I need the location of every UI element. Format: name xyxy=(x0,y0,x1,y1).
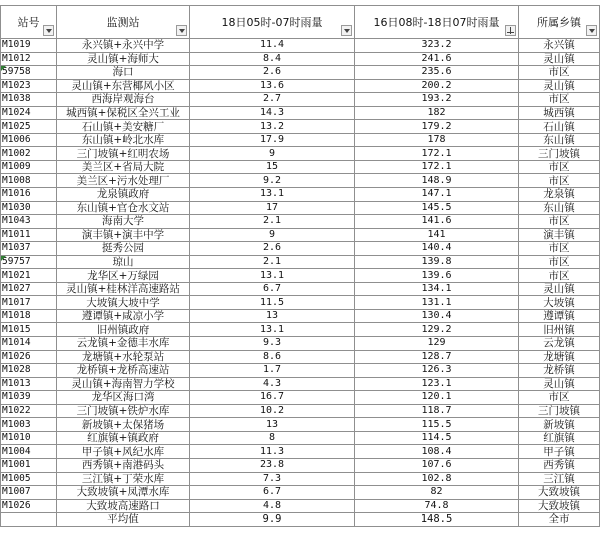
town-cell[interactable]: 市区 xyxy=(519,160,600,174)
station-name-cell[interactable]: 海南大学 xyxy=(57,215,190,229)
station-id-cell[interactable]: M1024 xyxy=(1,106,57,120)
station-id-cell[interactable]: M1028 xyxy=(1,364,57,378)
station-name-cell[interactable]: 石山镇+美安糖厂 xyxy=(57,120,190,134)
rain-0507-cell[interactable]: 8.6 xyxy=(190,350,355,364)
column-header-label: 16日08时-18日07时雨量 xyxy=(373,16,500,29)
text-number-warning-icon xyxy=(1,256,6,261)
table-row xyxy=(1,79,600,93)
town-cell[interactable]: 龙塘镇 xyxy=(519,350,600,364)
town-cell[interactable]: 灵山镇 xyxy=(519,282,600,296)
rain-cumulative-cell[interactable]: 74.8 xyxy=(355,499,519,513)
station-id-cell[interactable]: M1021 xyxy=(1,269,57,283)
station-name-cell[interactable]: 灵山镇+海师大 xyxy=(57,52,190,66)
town-cell[interactable]: 灵山镇 xyxy=(519,52,600,66)
town-cell[interactable]: 云龙镇 xyxy=(519,337,600,351)
rain-cumulative-cell[interactable]: 145.5 xyxy=(355,201,519,215)
rain-0507-cell[interactable]: 16.7 xyxy=(190,391,355,405)
town-cell[interactable]: 大致坡镇 xyxy=(519,486,600,500)
rain-cumulative-cell[interactable]: 118.7 xyxy=(355,404,519,418)
table-row xyxy=(1,418,600,432)
station-id-cell[interactable]: 59758 xyxy=(1,66,57,80)
rain-cumulative-cell[interactable]: 108.4 xyxy=(355,445,519,459)
rain-0507-cell[interactable]: 13 xyxy=(190,418,355,432)
table-body xyxy=(1,39,600,527)
station-name-cell[interactable]: 海口 xyxy=(57,66,190,80)
rain-0507-cell[interactable]: 1.7 xyxy=(190,364,355,378)
rain-0507-cell[interactable]: 11.3 xyxy=(190,445,355,459)
rain-0507-cell[interactable]: 11.4 xyxy=(190,39,355,53)
rain-0507-cell[interactable]: 6.7 xyxy=(190,282,355,296)
table-row xyxy=(1,445,600,459)
station-id-cell[interactable]: M1023 xyxy=(1,79,57,93)
station-name-cell[interactable]: 龙塘镇+水轮泵站 xyxy=(57,350,190,364)
filter-dropdown-icon[interactable] xyxy=(586,25,597,36)
town-cell[interactable]: 东山镇 xyxy=(519,201,600,215)
rain-0507-cell[interactable]: 13.1 xyxy=(190,269,355,283)
rain-cumulative-cell[interactable]: 172.1 xyxy=(355,147,519,161)
town-cell[interactable]: 三门坡镇 xyxy=(519,147,600,161)
station-name-cell[interactable]: 美兰区+省局大院 xyxy=(57,160,190,174)
rain-cumulative-cell[interactable]: 82 xyxy=(355,486,519,500)
station-name-cell[interactable]: 甲子镇+风纪水库 xyxy=(57,445,190,459)
rain-0507-cell[interactable]: 2.6 xyxy=(190,242,355,256)
rain-cumulative-cell[interactable]: 235.6 xyxy=(355,66,519,80)
table-row xyxy=(1,404,600,418)
town-cell[interactable]: 市区 xyxy=(519,269,600,283)
rain-cumulative-cell[interactable]: 147.1 xyxy=(355,188,519,202)
rain-0507-cell[interactable]: 6.7 xyxy=(190,486,355,500)
header-row xyxy=(1,6,600,39)
station-name-cell[interactable]: 三门坡镇+红明农场 xyxy=(57,147,190,161)
station-id-cell[interactable]: M1039 xyxy=(1,391,57,405)
column-header-rain-0507[interactable] xyxy=(190,6,355,39)
table-row xyxy=(1,364,600,378)
table-row xyxy=(1,106,600,120)
station-id-cell[interactable]: M1013 xyxy=(1,377,57,391)
table-row xyxy=(1,431,600,445)
column-header-rain-cumulative[interactable] xyxy=(355,6,519,39)
rain-cumulative-cell[interactable]: 114.5 xyxy=(355,431,519,445)
rain-0507-cell[interactable]: 23.8 xyxy=(190,458,355,472)
station-id-cell[interactable]: M1015 xyxy=(1,323,57,337)
station-name-cell[interactable]: 琼山 xyxy=(57,255,190,269)
table-row xyxy=(1,147,600,161)
station-id-cell[interactable]: 59757 xyxy=(1,255,57,269)
station-id-cell[interactable]: M1014 xyxy=(1,337,57,351)
rain-cumulative-cell[interactable]: 134.1 xyxy=(355,282,519,296)
rain-cumulative-cell[interactable]: 323.2 xyxy=(355,39,519,53)
rain-0507-cell[interactable]: 2.1 xyxy=(190,255,355,269)
rain-cumulative-cell[interactable]: 126.3 xyxy=(355,364,519,378)
column-header-label: 18日05时-07时雨量 xyxy=(221,16,323,29)
table-row xyxy=(1,242,600,256)
rain-0507-cell[interactable]: 10.2 xyxy=(190,404,355,418)
station-name-cell[interactable]: 新坡镇+太保猪场 xyxy=(57,418,190,432)
rain-cumulative-cell[interactable]: 193.2 xyxy=(355,93,519,107)
average-town-cell[interactable]: 全市 xyxy=(519,513,600,527)
station-name-cell[interactable]: 龙桥镇+龙桥高速站 xyxy=(57,364,190,378)
table-row xyxy=(1,269,600,283)
station-name-cell[interactable]: 西海岸观海台 xyxy=(57,93,190,107)
station-id-cell[interactable]: M1027 xyxy=(1,282,57,296)
station-id-cell[interactable]: M1002 xyxy=(1,147,57,161)
table-row xyxy=(1,201,600,215)
rain-cumulative-cell[interactable]: 107.6 xyxy=(355,458,519,472)
station-id-cell[interactable]: M1009 xyxy=(1,160,57,174)
station-name-cell[interactable]: 灵山镇+海南智力学校 xyxy=(57,377,190,391)
rain-0507-cell[interactable]: 9 xyxy=(190,228,355,242)
town-cell[interactable]: 灵山镇 xyxy=(519,377,600,391)
station-id-cell[interactable]: M1037 xyxy=(1,242,57,256)
town-cell[interactable]: 红旗镇 xyxy=(519,431,600,445)
filter-dropdown-icon[interactable] xyxy=(43,25,54,36)
station-id-cell[interactable]: M1025 xyxy=(1,120,57,134)
station-name-cell[interactable]: 红旗镇+镇政府 xyxy=(57,431,190,445)
station-name-cell[interactable]: 挺秀公园 xyxy=(57,242,190,256)
station-name-cell[interactable]: 东山镇+官仓水文站 xyxy=(57,201,190,215)
rain-0507-cell[interactable]: 8 xyxy=(190,431,355,445)
town-cell[interactable]: 大坡镇 xyxy=(519,296,600,310)
rain-0507-cell[interactable]: 13.2 xyxy=(190,120,355,134)
town-cell[interactable]: 灵山镇 xyxy=(519,79,600,93)
station-name-cell[interactable]: 龙华区+万绿园 xyxy=(57,269,190,283)
text-number-warning-icon xyxy=(1,66,6,71)
station-id-cell[interactable]: M1001 xyxy=(1,458,57,472)
rain-0507-cell[interactable]: 17 xyxy=(190,201,355,215)
table-row xyxy=(1,282,600,296)
station-name-cell[interactable]: 灵山镇+东营椰风小区 xyxy=(57,79,190,93)
station-id-cell[interactable]: M1022 xyxy=(1,404,57,418)
station-name-cell[interactable]: 龙泉镇政府 xyxy=(57,188,190,202)
station-id-cell[interactable]: M1026 xyxy=(1,499,57,513)
station-id-cell[interactable]: M1011 xyxy=(1,228,57,242)
station-id-cell[interactable]: M1006 xyxy=(1,133,57,147)
town-cell[interactable]: 城西镇 xyxy=(519,106,600,120)
rain-cumulative-cell[interactable]: 241.6 xyxy=(355,52,519,66)
station-name-cell[interactable]: 灵山镇+桂林洋高速路站 xyxy=(57,282,190,296)
rain-cumulative-cell[interactable]: 115.5 xyxy=(355,418,519,432)
town-cell[interactable]: 甲子镇 xyxy=(519,445,600,459)
station-id-cell[interactable]: M1010 xyxy=(1,431,57,445)
town-cell[interactable]: 遵谭镇 xyxy=(519,309,600,323)
rain-cumulative-cell[interactable]: 179.2 xyxy=(355,120,519,134)
rain-0507-cell[interactable]: 14.3 xyxy=(190,106,355,120)
town-cell[interactable]: 大致坡镇 xyxy=(519,499,600,513)
town-cell[interactable]: 市区 xyxy=(519,215,600,229)
station-name-cell[interactable]: 云龙镇+金德丰水库 xyxy=(57,337,190,351)
rain-cumulative-cell[interactable]: 182 xyxy=(355,106,519,120)
rain-cumulative-cell[interactable]: 178 xyxy=(355,133,519,147)
average-station-id-cell[interactable] xyxy=(1,513,57,527)
table-row xyxy=(1,458,600,472)
table-row xyxy=(1,160,600,174)
table-row xyxy=(1,188,600,202)
table-row xyxy=(1,174,600,188)
station-id-cell[interactable]: M1004 xyxy=(1,445,57,459)
table-row xyxy=(1,215,600,229)
rain-0507-cell[interactable]: 4.8 xyxy=(190,499,355,513)
town-cell[interactable]: 市区 xyxy=(519,255,600,269)
rain-cumulative-cell[interactable]: 120.1 xyxy=(355,391,519,405)
table-row xyxy=(1,323,600,337)
station-id-cell[interactable]: M1012 xyxy=(1,52,57,66)
town-cell[interactable]: 龙泉镇 xyxy=(519,188,600,202)
station-name-cell[interactable]: 遵谭镇+咸凉小学 xyxy=(57,309,190,323)
station-id-cell[interactable]: M1038 xyxy=(1,93,57,107)
station-id-cell[interactable]: M1043 xyxy=(1,215,57,229)
table-row xyxy=(1,228,600,242)
table-row xyxy=(1,66,600,80)
station-name-cell[interactable]: 城西镇+保税区全兴工业 xyxy=(57,106,190,120)
rain-0507-cell[interactable]: 9.2 xyxy=(190,174,355,188)
town-cell[interactable]: 三江镇 xyxy=(519,472,600,486)
station-name-cell[interactable]: 东山镇+岭北水库 xyxy=(57,133,190,147)
station-name-cell[interactable]: 大坡镇大坡中学 xyxy=(57,296,190,310)
station-id-cell[interactable]: M1017 xyxy=(1,296,57,310)
town-cell[interactable]: 市区 xyxy=(519,242,600,256)
town-cell[interactable]: 旧州镇 xyxy=(519,323,600,337)
town-cell[interactable]: 演丰镇 xyxy=(519,228,600,242)
rain-0507-cell[interactable]: 13.1 xyxy=(190,323,355,337)
filter-dropdown-icon[interactable] xyxy=(176,25,187,36)
rain-0507-cell[interactable]: 2.6 xyxy=(190,66,355,80)
rain-cumulative-cell[interactable]: 141 xyxy=(355,228,519,242)
station-id-cell[interactable]: M1003 xyxy=(1,418,57,432)
station-id-cell[interactable]: M1005 xyxy=(1,472,57,486)
rain-0507-cell[interactable]: 2.1 xyxy=(190,215,355,229)
station-name-cell[interactable]: 旧州镇政府 xyxy=(57,323,190,337)
table-row xyxy=(1,472,600,486)
average-rain-0507-cell[interactable]: 9.9 xyxy=(190,513,355,527)
town-cell[interactable]: 新坡镇 xyxy=(519,418,600,432)
station-name-cell[interactable]: 永兴镇+永兴中学 xyxy=(57,39,190,53)
station-id-cell[interactable]: M1016 xyxy=(1,188,57,202)
station-id-cell[interactable]: M1019 xyxy=(1,39,57,53)
station-id-cell[interactable]: M1007 xyxy=(1,486,57,500)
town-cell[interactable]: 市区 xyxy=(519,174,600,188)
table-row xyxy=(1,499,600,513)
rain-cumulative-cell[interactable]: 128.7 xyxy=(355,350,519,364)
table-row xyxy=(1,255,600,269)
column-header-town[interactable] xyxy=(519,6,600,39)
station-name-cell[interactable]: 西秀镇+南港码头 xyxy=(57,458,190,472)
rain-0507-cell[interactable]: 9 xyxy=(190,147,355,161)
rain-0507-cell[interactable]: 8.4 xyxy=(190,52,355,66)
table-row xyxy=(1,350,600,364)
rain-0507-cell[interactable]: 17.9 xyxy=(190,133,355,147)
rain-0507-cell[interactable]: 13.1 xyxy=(190,188,355,202)
station-id-cell[interactable]: M1008 xyxy=(1,174,57,188)
town-cell[interactable]: 三门坡镇 xyxy=(519,404,600,418)
column-header-station-name[interactable] xyxy=(57,6,190,39)
town-cell[interactable]: 龙桥镇 xyxy=(519,364,600,378)
rain-0507-cell[interactable]: 7.3 xyxy=(190,472,355,486)
rain-cumulative-cell[interactable]: 131.1 xyxy=(355,296,519,310)
table-row xyxy=(1,133,600,147)
rain-cumulative-cell[interactable]: 200.2 xyxy=(355,79,519,93)
station-name-cell[interactable]: 三江镇+丁荣水库 xyxy=(57,472,190,486)
rain-0507-cell[interactable]: 4.3 xyxy=(190,377,355,391)
town-cell[interactable]: 市区 xyxy=(519,391,600,405)
table-row xyxy=(1,52,600,66)
rain-cumulative-cell[interactable]: 140.4 xyxy=(355,242,519,256)
rain-cumulative-cell[interactable]: 129 xyxy=(355,337,519,351)
average-row xyxy=(1,513,600,527)
rain-cumulative-cell[interactable]: 123.1 xyxy=(355,377,519,391)
average-rain-cumulative-cell[interactable]: 148.5 xyxy=(355,513,519,527)
station-name-cell[interactable]: 演丰镇+演丰中学 xyxy=(57,228,190,242)
rain-cumulative-cell[interactable]: 172.1 xyxy=(355,160,519,174)
station-id-cell[interactable]: M1018 xyxy=(1,309,57,323)
table-row xyxy=(1,309,600,323)
column-header-label: 所属乡镇 xyxy=(537,16,581,29)
rain-0507-cell[interactable]: 15 xyxy=(190,160,355,174)
station-name-cell[interactable]: 三门坡镇+铁炉水库 xyxy=(57,404,190,418)
table-row xyxy=(1,120,600,134)
town-cell[interactable]: 西秀镇 xyxy=(519,458,600,472)
rain-0507-cell[interactable]: 13 xyxy=(190,309,355,323)
rain-cumulative-cell[interactable]: 139.6 xyxy=(355,269,519,283)
town-cell[interactable]: 市区 xyxy=(519,66,600,80)
town-cell[interactable]: 石山镇 xyxy=(519,120,600,134)
rain-cumulative-cell[interactable]: 102.8 xyxy=(355,472,519,486)
rain-cumulative-cell[interactable]: 130.4 xyxy=(355,309,519,323)
table-row xyxy=(1,486,600,500)
rain-0507-cell[interactable]: 9.3 xyxy=(190,337,355,351)
table-row xyxy=(1,337,600,351)
average-station-name-cell[interactable]: 平均值 xyxy=(57,513,190,527)
column-header-label: 站号 xyxy=(17,16,40,29)
rain-0507-cell[interactable]: 13.6 xyxy=(190,79,355,93)
rain-cumulative-cell[interactable]: 141.6 xyxy=(355,215,519,229)
station-name-cell[interactable]: 大致坡高速路口 xyxy=(57,499,190,513)
rain-0507-cell[interactable]: 11.5 xyxy=(190,296,355,310)
rain-cumulative-cell[interactable]: 139.8 xyxy=(355,255,519,269)
rain-0507-cell[interactable]: 2.7 xyxy=(190,93,355,107)
town-cell[interactable]: 市区 xyxy=(519,93,600,107)
rainfall-table xyxy=(0,5,600,527)
station-id-cell[interactable]: M1030 xyxy=(1,201,57,215)
column-header-station-id[interactable] xyxy=(1,6,57,39)
station-name-cell[interactable]: 美兰区+污水处理厂 xyxy=(57,174,190,188)
filter-dropdown-icon[interactable] xyxy=(341,25,352,36)
sort-filter-icon[interactable] xyxy=(505,25,516,36)
station-name-cell[interactable]: 龙华区海口湾 xyxy=(57,391,190,405)
station-name-cell[interactable]: 大致坡镇+凤潭水库 xyxy=(57,486,190,500)
column-header-label: 监测站 xyxy=(106,16,140,29)
station-id-cell[interactable]: M1026 xyxy=(1,350,57,364)
rain-cumulative-cell[interactable]: 129.2 xyxy=(355,323,519,337)
table-row xyxy=(1,391,600,405)
table-row xyxy=(1,93,600,107)
rain-cumulative-cell[interactable]: 148.9 xyxy=(355,174,519,188)
town-cell[interactable]: 东山镇 xyxy=(519,133,600,147)
table-row xyxy=(1,39,600,53)
town-cell[interactable]: 永兴镇 xyxy=(519,39,600,53)
table-row xyxy=(1,377,600,391)
table-row xyxy=(1,296,600,310)
